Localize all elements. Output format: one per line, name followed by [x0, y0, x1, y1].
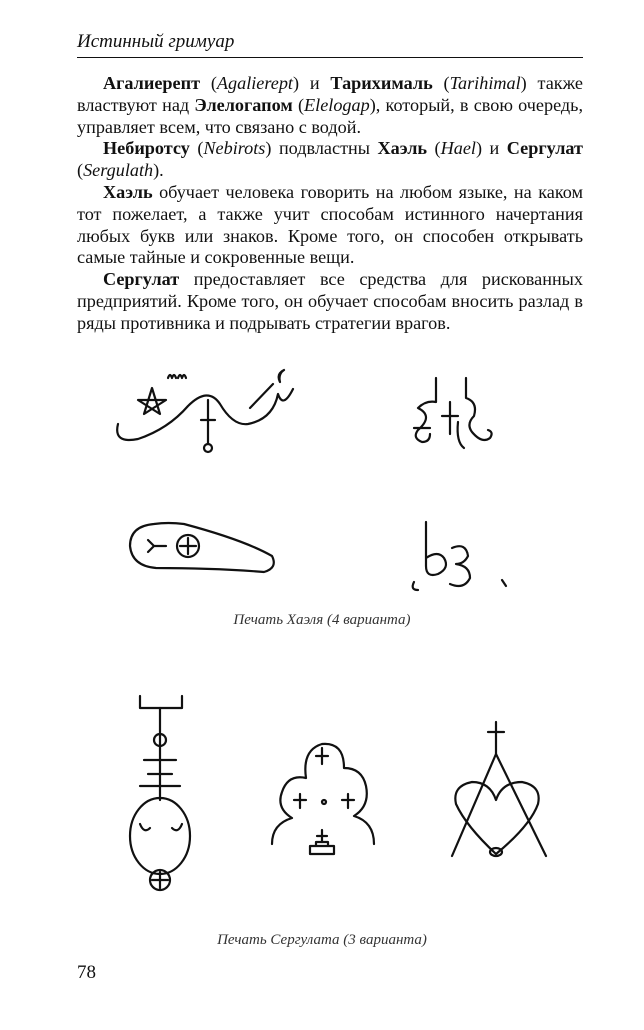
- inner-curve: [140, 824, 182, 830]
- name-hael: Хаэль: [377, 138, 428, 159]
- latin-elelogap: Elelogap: [304, 94, 370, 115]
- latin-tarihimal: Tarihimal: [449, 73, 521, 93]
- hael-seal-4: [404, 518, 514, 594]
- hook-mark: [413, 582, 418, 590]
- body-oval: [130, 798, 190, 874]
- center-dot: [322, 800, 326, 804]
- name-tarihimal: Тарихималь: [330, 73, 433, 93]
- text: (: [432, 73, 450, 93]
- star-mark: [138, 388, 166, 414]
- spear-line: [250, 384, 273, 408]
- top-bar: [140, 696, 182, 708]
- hael-seal-3: [124, 514, 284, 580]
- paragraph-2: [77, 138, 583, 182]
- text: ), который, в свою очередь, управляет всем, что связано с водой.: [77, 94, 583, 137]
- text: ) также властвуют над: [77, 73, 584, 115]
- latin-sergulath: Sergulath: [83, 160, 154, 181]
- hael-seal-1: [108, 364, 308, 464]
- name-agalierept: Агалиерепт: [103, 73, 201, 93]
- page-number: 78: [77, 962, 96, 983]
- small-nn-mark: [168, 375, 186, 378]
- three-glyph: [450, 546, 470, 586]
- text: (: [292, 94, 305, 115]
- triangle: [452, 754, 546, 856]
- latin-agalierept: Agalierept: [216, 73, 293, 93]
- name-hael-2: Хаэль: [103, 181, 153, 202]
- text: ) и: [293, 73, 331, 93]
- text: (: [189, 138, 204, 159]
- name-sergulath-2: Сергулат: [103, 269, 180, 290]
- name-elelogap: Элелогапом: [194, 94, 293, 115]
- sergulath-caption: Печать Сергулата (3 варианта): [217, 932, 427, 948]
- running-header: [77, 30, 583, 54]
- latin-hael: Hael: [440, 138, 476, 159]
- right-glyph: [466, 378, 492, 440]
- small-arrow-mark: [148, 540, 166, 552]
- latin-nebirots: Nebirots: [203, 138, 266, 159]
- text: (: [427, 138, 441, 159]
- paragraph-4: [77, 269, 583, 334]
- text: ) и: [475, 138, 507, 159]
- body-text: [77, 73, 583, 335]
- header-title: Истинный гримуар: [77, 31, 235, 52]
- sergulath-seal-2: [262, 728, 384, 858]
- text: ).: [153, 160, 164, 181]
- hael-seal-2: [404, 372, 500, 458]
- text: (: [77, 160, 84, 181]
- sergulath-seal-3: [446, 716, 552, 868]
- tail-glyph: [458, 422, 464, 448]
- dot-mark: [502, 580, 506, 586]
- paragraph-1: [77, 73, 583, 138]
- name-sergulath: Сергулат: [506, 138, 583, 159]
- left-glyph: [414, 378, 436, 442]
- text: ) подвластны: [265, 138, 378, 159]
- text: (: [200, 73, 217, 93]
- text: обучает человека говорить на любом языке, на каком тот пожелает, а также учит способам истинного начертания любых букв или знаков. Кроме того, он способен открывать самые тайные и сокровенные вещи.: [77, 181, 583, 268]
- paragraph-3: [77, 182, 583, 269]
- staff-ring: [204, 444, 212, 452]
- name-nebirots: Небиротсу: [103, 138, 190, 159]
- crescent-mark: [279, 370, 284, 382]
- b-glyph: [426, 522, 446, 575]
- altar-steps: [310, 842, 334, 854]
- sergulath-seal-1: [120, 688, 204, 900]
- text: предоставляет все средства для рискованных предприятий. Кроме того, он обучает способам вносить разлад в ряды противника и подрывать стратегии врагов.: [77, 269, 583, 333]
- hael-caption: Печать Хаэля (4 варианта): [233, 612, 411, 628]
- header-rule: [77, 57, 583, 58]
